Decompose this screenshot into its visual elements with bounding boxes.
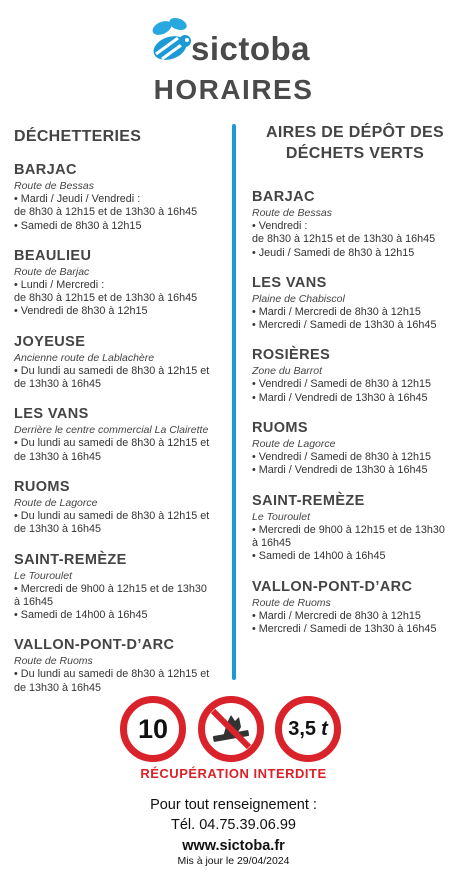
site-name: LES VANS bbox=[14, 406, 89, 423]
site-schedule-line: de 13h30 à 16h45 bbox=[14, 450, 102, 463]
site-location: Route de Lagorce bbox=[252, 438, 336, 451]
no-burning-icon bbox=[198, 696, 264, 762]
site-name: ROSIÈRES bbox=[252, 347, 331, 364]
site-schedule-line: • Mardi / Vendredi de 13h30 à 16h45 bbox=[252, 464, 428, 477]
site-schedule-line: de 8h30 à 12h15 et de 13h30 à 16h45 bbox=[252, 233, 436, 246]
site-block bbox=[14, 333, 229, 392]
site-schedule-line: • Vendredi / Samedi de 8h30 à 12h15 bbox=[252, 378, 432, 391]
site-schedule-line: • Vendredi : bbox=[252, 220, 308, 232]
site-schedule-line: • Mercredi de 9h00 à 12h15 et de 13h30 bbox=[252, 523, 445, 536]
site-schedule-line: de 13h30 à 16h45 bbox=[14, 523, 102, 536]
site-schedule-line: • Mardi / Mercredi de 8h30 à 12h15 bbox=[252, 305, 421, 318]
site-schedule-line: de 13h30 à 16h45 bbox=[14, 681, 102, 694]
site-block bbox=[252, 346, 458, 405]
site-schedule-line: • Samedi de 8h30 à 12h15 bbox=[14, 219, 142, 232]
site-location: Route de Bessas bbox=[252, 207, 332, 219]
bee-icon bbox=[148, 14, 196, 66]
site-block bbox=[14, 405, 229, 464]
site-block bbox=[252, 188, 458, 260]
site-schedule-line: • Vendredi de 8h30 à 12h15 bbox=[14, 305, 148, 318]
dechetteries-column bbox=[14, 122, 229, 709]
site-location: Route de Lagorce bbox=[14, 496, 98, 509]
site-location: Le Touroulet bbox=[252, 510, 310, 523]
site-block bbox=[14, 247, 229, 319]
site-schedule-line: • Du lundi au samedi de 8h30 à 12h15 et bbox=[14, 668, 210, 681]
no-burning-icon-graphic bbox=[205, 703, 257, 755]
site-schedule-line: à 16h45 bbox=[252, 536, 292, 549]
site-block bbox=[14, 551, 229, 623]
site-schedule-line: • Samedi de 14h00 à 16h45 bbox=[14, 609, 148, 622]
info-line: Pour tout renseignement : bbox=[150, 797, 317, 813]
dechetteries-heading: DÉCHETTERIES bbox=[14, 128, 142, 145]
green-waste-heading-line1: AIRES DE DÉPÔT DES bbox=[266, 124, 444, 141]
site-location: Le Touroulet bbox=[14, 569, 72, 582]
phone-number: Tél. 04.75.39.06.99 bbox=[171, 817, 296, 833]
site-block bbox=[14, 161, 229, 233]
site-schedule-line: • Mardi / Jeudi / Vendredi : bbox=[14, 193, 141, 205]
speed-limit-value: 10 bbox=[137, 713, 169, 744]
site-name: VALLON-PONT-D’ARC bbox=[14, 637, 175, 654]
site-schedule-line: • Du lundi au samedi de 8h30 à 12h15 et bbox=[14, 509, 210, 522]
site-location: Derrière le centre commercial La Clairette bbox=[14, 424, 209, 437]
site-location: Route de Bessas bbox=[14, 180, 94, 192]
site-location: Route de Ruoms bbox=[252, 596, 331, 609]
brand-logo bbox=[155, 14, 335, 66]
site-block bbox=[252, 274, 458, 333]
site-name: SAINT-REMÈZE bbox=[252, 492, 365, 509]
column-divider bbox=[232, 124, 236, 680]
site-location: Ancienne route de Lablachère bbox=[14, 351, 155, 364]
weight-limit-value: 3,5 bbox=[288, 717, 317, 740]
update-date: Mis à jour le 29/04/2024 bbox=[177, 855, 290, 867]
site-schedule-line: • Du lundi au samedi de 8h30 à 12h15 et bbox=[14, 364, 210, 377]
site-schedule-line: • Mercredi / Samedi de 13h30 à 16h45 bbox=[252, 622, 437, 635]
brand-name: sictoba bbox=[191, 30, 311, 67]
site-schedule-line: • Mardi / Vendredi de 13h30 à 16h45 bbox=[252, 391, 428, 404]
site-schedule-line: • Vendredi / Samedi de 8h30 à 12h15 bbox=[252, 451, 432, 464]
site-name: RUOMS bbox=[252, 420, 308, 437]
speed-limit-sign bbox=[120, 696, 186, 762]
site-schedule-line: • Mardi / Mercredi de 8h30 à 12h15 bbox=[252, 609, 421, 622]
site-location: Plaine de Chabiscol bbox=[252, 292, 345, 305]
site-schedule-line: • Mercredi / Samedi de 13h30 à 16h45 bbox=[252, 319, 437, 332]
banned-notice: RÉCUPÉRATION INTERDITE bbox=[140, 766, 327, 781]
site-block bbox=[252, 578, 458, 637]
site-name: LES VANS bbox=[252, 274, 327, 291]
site-schedule-line: de 8h30 à 12h15 et de 13h30 à 16h45 bbox=[14, 292, 198, 305]
site-schedule-line: de 13h30 à 16h45 bbox=[14, 378, 102, 391]
green-waste-column bbox=[252, 122, 458, 650]
weight-limit-unit: t bbox=[321, 717, 328, 740]
site-block bbox=[14, 636, 229, 695]
site-block bbox=[14, 478, 229, 537]
site-block bbox=[252, 492, 458, 564]
site-name: RUOMS bbox=[14, 478, 70, 495]
website-link[interactable]: www.sictoba.fr bbox=[182, 838, 285, 854]
site-location: Zone du Barrot bbox=[252, 365, 323, 378]
site-schedule-line: • Mercredi de 9h00 à 12h15 et de 13h30 bbox=[14, 582, 207, 595]
site-name: SAINT-REMÈZE bbox=[14, 551, 127, 568]
site-name: BEAULIEU bbox=[14, 247, 92, 264]
page-title: HORAIRES bbox=[153, 74, 314, 105]
site-schedule-line: • Lundi / Mercredi : bbox=[14, 278, 105, 291]
site-name: BARJAC bbox=[14, 162, 77, 178]
site-schedule-line: • Du lundi au samedi de 8h30 à 12h15 et bbox=[14, 437, 210, 450]
site-schedule-line: • Jeudi / Samedi de 8h30 à 12h15 bbox=[252, 246, 415, 259]
site-block bbox=[252, 419, 458, 478]
green-waste-heading bbox=[252, 122, 458, 164]
site-schedule-line: • Samedi de 14h00 à 16h45 bbox=[252, 550, 386, 563]
weight-limit-sign bbox=[275, 696, 341, 762]
site-name: VALLON-PONT-D’ARC bbox=[252, 578, 413, 595]
site-name: JOYEUSE bbox=[14, 333, 86, 350]
site-location: Route de Barjac bbox=[14, 265, 90, 278]
site-location: Route de Ruoms bbox=[14, 655, 93, 668]
site-schedule-line: à 16h45 bbox=[14, 595, 54, 608]
site-name: BARJAC bbox=[252, 189, 315, 205]
site-schedule-line: de 8h30 à 12h15 et de 13h30 à 16h45 bbox=[14, 206, 198, 219]
green-waste-list bbox=[252, 188, 458, 636]
green-waste-heading-line2: DÉCHETS VERTS bbox=[285, 145, 425, 162]
dechetteries-list bbox=[14, 161, 229, 695]
